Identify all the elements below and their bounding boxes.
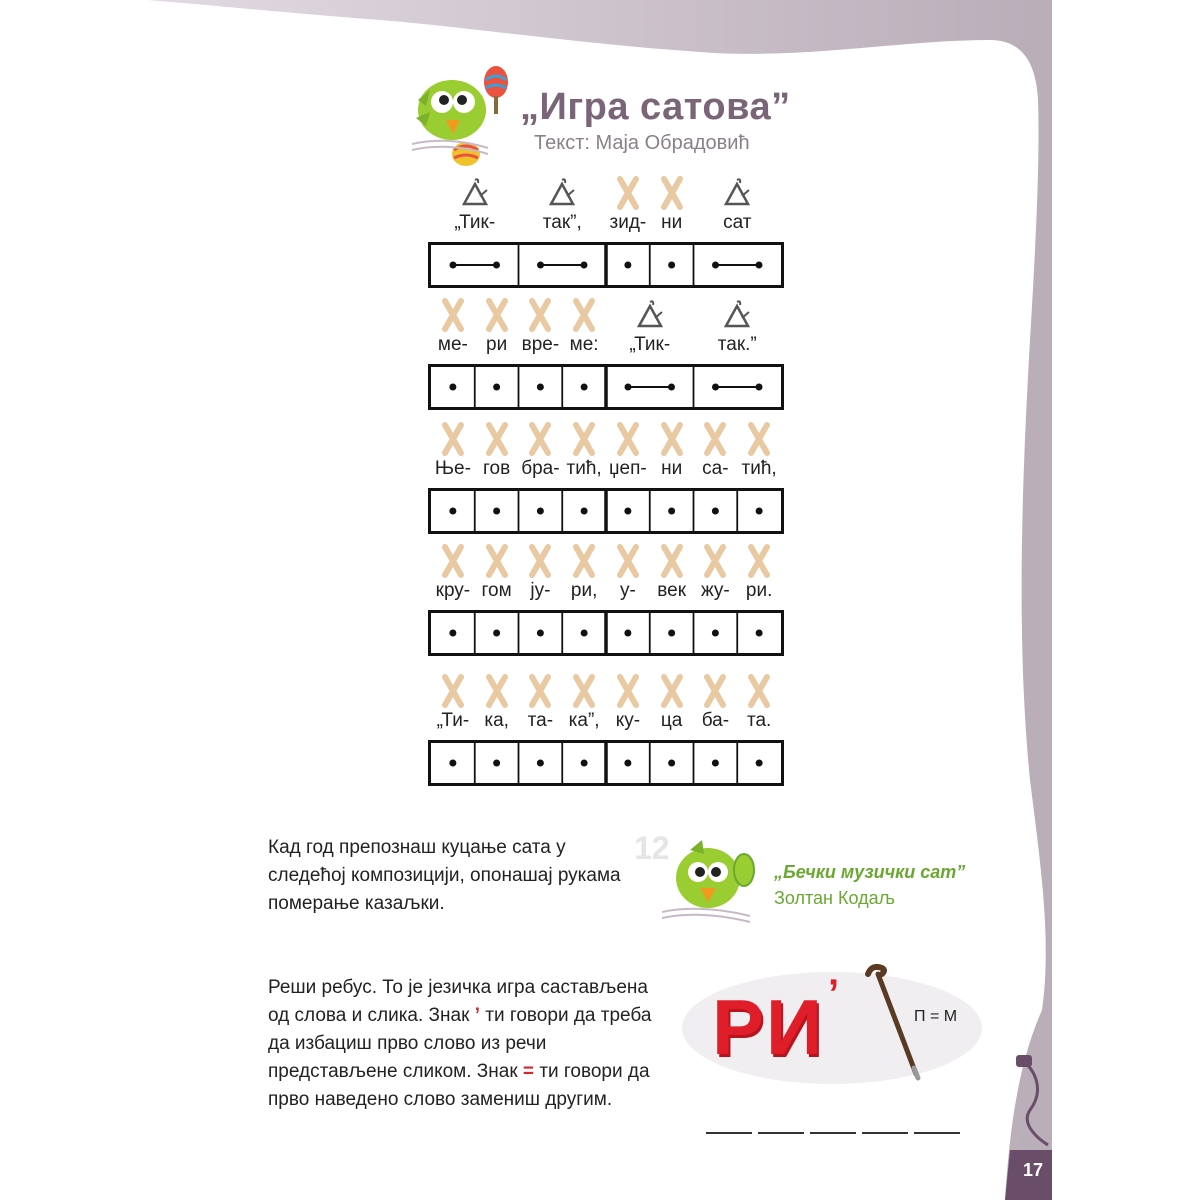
beat-notation xyxy=(431,491,781,531)
syllable: век xyxy=(657,580,687,601)
rhythm-row xyxy=(428,298,784,410)
quarter-beat-mark xyxy=(624,760,631,767)
syllables xyxy=(428,212,784,234)
quarter-beat-mark xyxy=(581,760,588,767)
listening-instruction: Кад год препознаш куцање сата у следећој композицији, опонашај рукама померање казаљки. xyxy=(268,837,621,914)
syllable: та. xyxy=(746,710,772,731)
clapping-sticks-icon xyxy=(437,298,469,332)
syllables xyxy=(428,580,784,602)
quarter-beat-mark xyxy=(668,760,675,767)
half-beat-mark xyxy=(712,384,763,391)
clapping-sticks-icon xyxy=(568,544,600,578)
equals-symbol: = xyxy=(522,1061,535,1082)
syllable: вре- xyxy=(521,334,560,355)
syllable: ме- xyxy=(437,334,468,355)
clapping-sticks-icon xyxy=(437,422,469,456)
clapping-sticks-icon xyxy=(524,298,556,332)
listening-card xyxy=(632,822,1012,932)
quarter-beat-mark xyxy=(581,508,588,515)
clapping-sticks-icon xyxy=(743,544,775,578)
beat-notation xyxy=(431,613,781,653)
quarter-beat-mark xyxy=(537,384,544,391)
clapping-sticks-icon xyxy=(524,544,556,578)
clapping-sticks-icon xyxy=(699,422,731,456)
answer-blank[interactable] xyxy=(862,1130,908,1134)
apostrophe-symbol: ’ xyxy=(474,1005,480,1026)
syllable: жу- xyxy=(700,580,730,601)
quarter-beat-mark xyxy=(493,384,500,391)
answer-blank[interactable] xyxy=(706,1130,752,1134)
instrument-symbols xyxy=(428,674,784,710)
rebus-instruction xyxy=(268,974,668,1114)
quarter-beat-mark xyxy=(712,630,719,637)
beat-box xyxy=(428,610,784,656)
syllable: гов xyxy=(483,458,511,479)
listening-title: „Бечки музички сат” xyxy=(774,862,966,882)
syllable: ца xyxy=(660,710,683,731)
half-beat-mark xyxy=(537,262,588,269)
quarter-beat-mark xyxy=(581,384,588,391)
quarter-beat-mark xyxy=(624,262,631,269)
quarter-beat-mark xyxy=(493,760,500,767)
quarter-beat-mark xyxy=(537,508,544,515)
quarter-beat-mark xyxy=(449,508,456,515)
syllable: кру- xyxy=(435,580,471,601)
rebus-text-part1: Реши ребус. То је језичка игра састављена од слова и слика. Знак xyxy=(268,977,648,1026)
clapping-sticks-icon xyxy=(743,674,775,708)
syllable: ри, xyxy=(570,580,598,601)
clapping-sticks-icon xyxy=(524,674,556,708)
quarter-beat-mark xyxy=(624,630,631,637)
triangle-instrument-icon xyxy=(634,298,666,332)
clapping-sticks-icon xyxy=(699,544,731,578)
quarter-beat-mark xyxy=(449,630,456,637)
syllable: так.” xyxy=(717,334,757,355)
quarter-beat-mark xyxy=(668,262,675,269)
clapping-sticks-icon xyxy=(481,674,513,708)
quarter-beat-mark xyxy=(493,630,500,637)
beat-box xyxy=(428,740,784,786)
answer-blank[interactable] xyxy=(810,1130,856,1134)
answer-blank[interactable] xyxy=(758,1130,804,1134)
quarter-beat-mark xyxy=(756,508,763,515)
syllable: сат xyxy=(723,212,752,233)
syllable: „Ти- xyxy=(436,710,470,731)
rebus-apostrophe: ’ xyxy=(828,972,840,1016)
syllable: ри. xyxy=(745,580,773,601)
syllable: зид- xyxy=(609,212,647,233)
page-number: 17 xyxy=(1022,1160,1044,1180)
clapping-sticks-icon xyxy=(481,422,513,456)
clapping-sticks-icon xyxy=(743,422,775,456)
triangle-instrument-icon xyxy=(459,176,491,210)
track-number: 12 xyxy=(634,830,670,866)
syllable: тић, xyxy=(741,458,777,479)
quarter-beat-mark xyxy=(449,760,456,767)
song-header xyxy=(408,60,828,170)
listening-composer: Золтан Кодаљ xyxy=(774,888,895,908)
clapping-sticks-icon xyxy=(656,544,688,578)
clapping-sticks-icon xyxy=(437,544,469,578)
instrument-symbols xyxy=(428,298,784,334)
syllable: „Тик- xyxy=(454,212,496,233)
quarter-beat-mark xyxy=(537,630,544,637)
quarter-beat-mark xyxy=(668,508,675,515)
beat-box xyxy=(428,242,784,288)
beat-box xyxy=(428,488,784,534)
syllable: ка, xyxy=(484,710,509,731)
quarter-beat-mark xyxy=(581,630,588,637)
rebus-letters: РИ xyxy=(712,983,825,1071)
answer-blank[interactable] xyxy=(914,1130,960,1134)
clapping-sticks-icon xyxy=(656,674,688,708)
quarter-beat-mark xyxy=(668,630,675,637)
beat-notation xyxy=(431,743,781,783)
syllable: ни xyxy=(661,458,683,479)
rebus-replacement: П = М xyxy=(914,1008,958,1025)
clapping-sticks-icon xyxy=(612,422,644,456)
rebus-puzzle xyxy=(682,962,1002,1092)
clapping-sticks-icon xyxy=(481,544,513,578)
syllable: та- xyxy=(527,710,554,731)
rhythm-row xyxy=(428,422,784,534)
syllable: ку- xyxy=(615,710,641,731)
quarter-beat-mark xyxy=(624,508,631,515)
syllable: гом xyxy=(481,580,512,601)
rhythm-row xyxy=(428,176,784,288)
syllable: ме: xyxy=(569,334,599,355)
syllable: Ње- xyxy=(434,458,471,479)
half-beat-mark xyxy=(625,384,676,391)
syllables xyxy=(428,710,784,732)
half-beat-mark xyxy=(712,262,763,269)
clapping-sticks-icon xyxy=(612,176,644,210)
clapping-sticks-icon xyxy=(612,674,644,708)
syllable: са- xyxy=(702,458,729,479)
syllable: ни xyxy=(661,212,683,233)
beat-box xyxy=(428,364,784,410)
syllable: тић, xyxy=(566,458,602,479)
syllable: у- xyxy=(619,580,636,601)
beat-notation xyxy=(431,245,781,285)
instrument-symbols xyxy=(428,422,784,458)
quarter-beat-mark xyxy=(537,760,544,767)
song-author: Текст: Маја Обрадовић xyxy=(534,132,750,154)
clapping-sticks-icon xyxy=(612,544,644,578)
instrument-symbols xyxy=(428,544,784,580)
clapping-sticks-icon xyxy=(437,674,469,708)
half-beat-mark xyxy=(450,262,501,269)
clapping-sticks-icon xyxy=(656,422,688,456)
song-title: „Игра сатова” xyxy=(520,86,791,128)
syllables xyxy=(428,458,784,480)
clapping-sticks-icon xyxy=(524,422,556,456)
instrument-symbols xyxy=(428,176,784,212)
syllable: так”, xyxy=(542,212,582,233)
triangle-instrument-icon xyxy=(546,176,578,210)
syllable: бра- xyxy=(521,458,560,479)
quarter-beat-mark xyxy=(756,760,763,767)
quarter-beat-mark xyxy=(712,760,719,767)
clapping-sticks-icon xyxy=(568,298,600,332)
bird-listening-icon xyxy=(660,826,760,926)
bird-with-maracas-icon xyxy=(408,60,518,170)
syllable: „Тик- xyxy=(629,334,671,355)
beat-notation xyxy=(431,367,781,407)
clapping-sticks-icon xyxy=(656,176,688,210)
rhythm-row xyxy=(428,674,784,786)
triangle-instrument-icon xyxy=(721,176,753,210)
quarter-beat-mark xyxy=(449,384,456,391)
syllable: ри xyxy=(486,334,508,355)
clapping-sticks-icon xyxy=(568,674,600,708)
triangle-instrument-icon xyxy=(721,298,753,332)
clapping-sticks-icon xyxy=(699,674,731,708)
clapping-sticks-icon xyxy=(568,422,600,456)
syllable: џеп- xyxy=(609,458,647,479)
syllable: ба- xyxy=(701,710,730,731)
rebus-text-part3: ти говори да прво наведено слово замениш другим. xyxy=(268,1061,650,1110)
rhythm-row xyxy=(428,544,784,656)
syllable: ка”, xyxy=(568,710,600,731)
rebus-text-part2: ти говори да треба да избациш прво слово из речи представљене сликом. Знак xyxy=(268,1005,652,1082)
quarter-beat-mark xyxy=(756,630,763,637)
quarter-beat-mark xyxy=(712,508,719,515)
quarter-beat-mark xyxy=(493,508,500,515)
syllables xyxy=(428,334,784,356)
clapping-sticks-icon xyxy=(481,298,513,332)
syllable: ју- xyxy=(530,580,551,601)
answer-blanks[interactable] xyxy=(706,1130,960,1134)
